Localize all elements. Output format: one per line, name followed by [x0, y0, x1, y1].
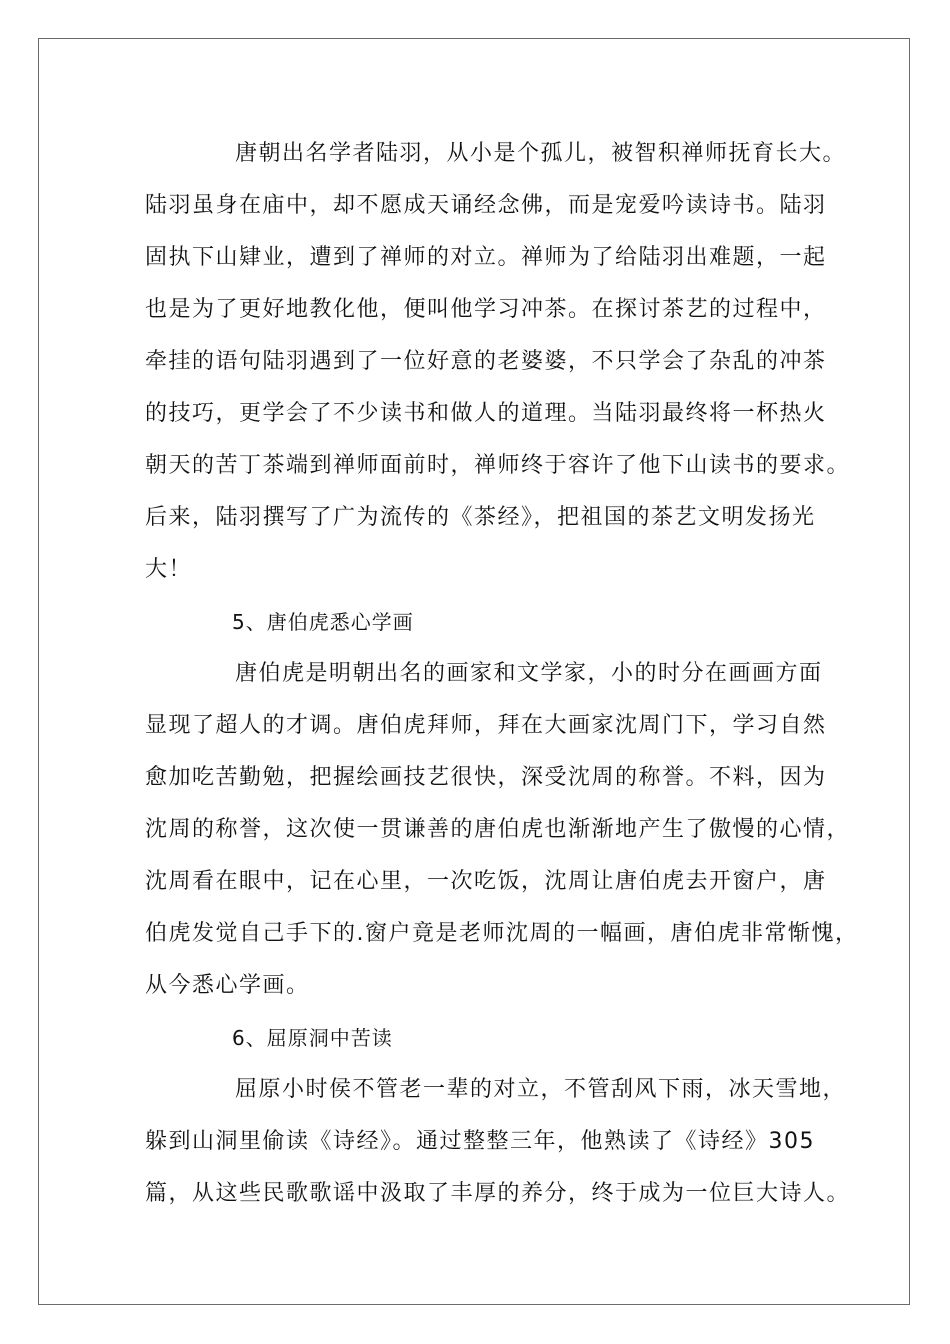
paragraph-line: 伯虎发觉自己手下的.窗户竟是老师沈周的一幅画，唐伯虎非常惭愧，	[145, 921, 859, 946]
paragraph-line: 从今悉心学画。	[145, 973, 310, 998]
paragraph-line: 躲到山洞里偷读《诗经》。通过整整三年，他熟读了《诗经》305	[145, 1129, 815, 1154]
paragraph-line: 沈周的称誉，这次使一贯谦善的唐伯虎也渐渐地产生了傲慢的心情，	[145, 817, 851, 842]
paragraph-line: 固执下山肄业，遭到了禅师的对立。禅师为了给陆羽出难题，一起	[145, 245, 827, 270]
paragraph-line: 朝天的苦丁茶端到禅师面前时，禅师终于容许了他下山读书的要求。	[145, 453, 851, 478]
section-heading: 5、唐伯虎悉心学画	[232, 610, 414, 634]
paragraph-line: 牵挂的语句陆羽遇到了一位好意的老婆婆，不只学会了杂乱的冲茶	[145, 349, 827, 374]
paragraph-line: 篇，从这些民歌歌谣中汲取了丰厚的养分，终于成为一位巨大诗人。	[145, 1181, 851, 1206]
paragraph-line: 唐伯虎是明朝出名的画家和文学家，小的时分在画画方面	[235, 661, 823, 686]
paragraph-line: 愈加吃苦勤勉，把握绘画技艺很快，深受沈周的称誉。不料，因为	[145, 765, 827, 790]
paragraph-line: 显现了超人的才调。唐伯虎拜师，拜在大画家沈周门下，学习自然	[145, 713, 827, 738]
document-body	[145, 128, 859, 1220]
section-heading: 6、屈原洞中苦读	[232, 1026, 393, 1050]
paragraph-line: 后来，陆羽撰写了广为流传的《茶经》，把祖国的茶艺文明发扬光	[145, 505, 816, 530]
paragraph-line: 唐朝出名学者陆羽，从小是个孤儿，被智积禅师抚育长大。	[235, 141, 847, 166]
paragraph-line: 大！	[145, 557, 193, 582]
paragraph-line: 的技巧，更学会了不少读书和做人的道理。当陆羽最终将一杯热火	[145, 401, 827, 426]
paragraph-line: 沈周看在眼中，记在心里，一次吃饭，沈周让唐伯虎去开窗户，唐	[145, 869, 827, 894]
paragraph-line: 陆羽虽身在庙中，却不愿成天诵经念佛，而是宠爱吟读诗书。陆羽	[145, 193, 827, 218]
paragraph-line: 屈原小时侯不管老一辈的对立，不管刮风下雨，冰天雪地，	[235, 1077, 847, 1102]
paragraph-line: 也是为了更好地教化他，便叫他学习冲茶。在探讨茶艺的过程中，	[145, 297, 827, 322]
